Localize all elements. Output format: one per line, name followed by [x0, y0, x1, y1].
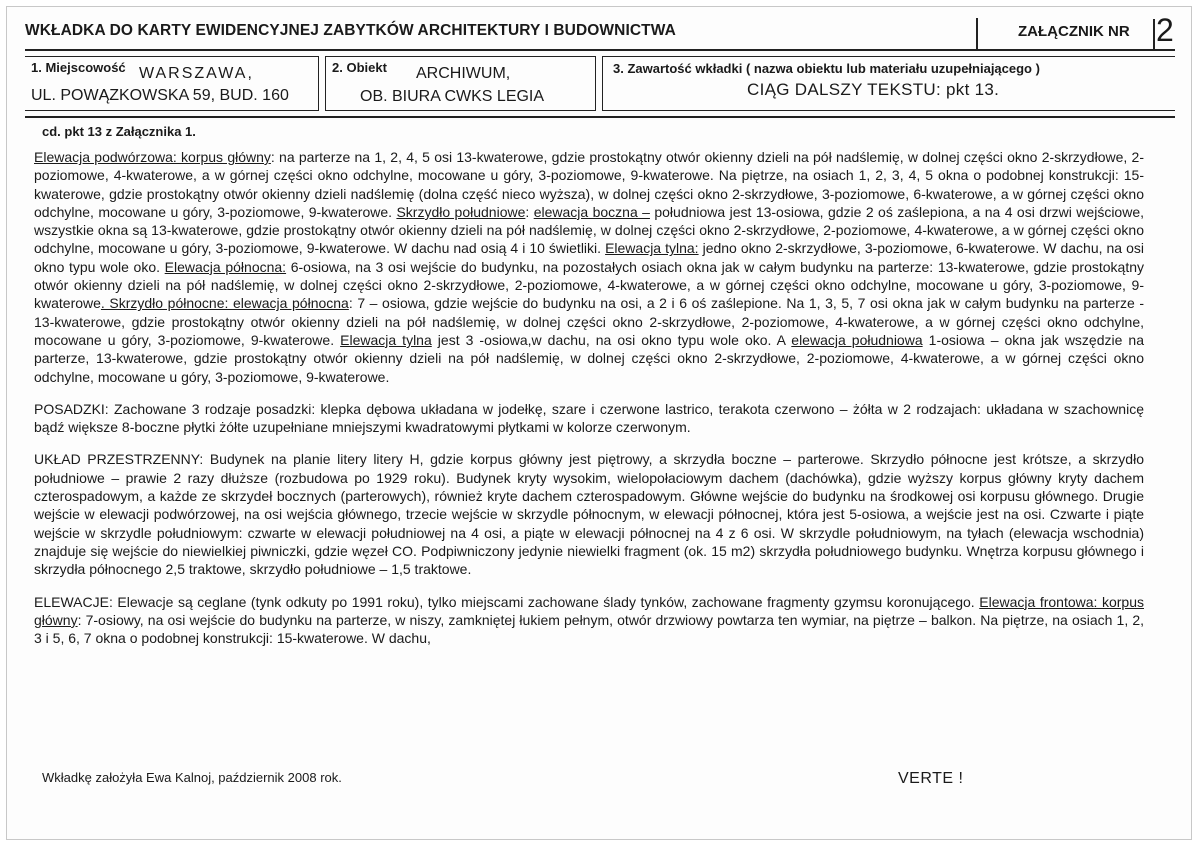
paragraph-text: jedno okno 2-skrzydłowe, 3-poziomowe, 6-kwaterowe. W dachu, na osi okno typu wole oko. [34, 240, 1144, 275]
annex-number: 2 [1156, 12, 1174, 48]
paragraph-text: 1-osiowa – okna jak wszędzie na parterze, 13-kwaterowe, gdzie prostokątny otwór okienny dzieli na pół nadślemię, w dolnej części okno 2-skrzydłowe, 2-poziomowe, 4-kwaterowe, a w górnej części okno odchylne, mocowane u góry, 3-poziomowe, 9-kwaterowe. [34, 331, 1145, 385]
paragraph-text: ELEWACJE: Elewacje są ceglane (tynk odkuty po 1991 roku), tylko miejscami zachowane ślady tynków, zachowane fragmenty gzymsu koronującego. [34, 593, 980, 610]
underlined-heading: Elewacja północna: [164, 258, 287, 275]
content-value: CIĄG DALSZY TEKSTU: pkt 13. [747, 80, 1000, 99]
underlined-heading: Elewacja tylna [340, 331, 432, 348]
header-divider [1153, 19, 1155, 49]
underlined-heading: Elewacja frontowa: korpus główny [34, 593, 1144, 628]
body-text [34, 148, 1144, 661]
paragraph-text: jest 3 -osiowa,w dachu, na osi okno typu wole oko. A [431, 331, 792, 348]
object-label: 2. Obiekt [332, 60, 387, 75]
location-city: WARSZAWA, [139, 65, 254, 82]
object-detail: OB. BIURA CWKS LEGIA [360, 88, 545, 105]
paragraph-text: : 7 – osiowa, gdzie wejście do budynku na osi, a 2 i 6 oś zaślepione. Na 1, 3, 5, 7 osi okna jak w całym budynku na parterze - 13-kwaterowe, gdzie prostokątny otwór okienny dzieli na pół nadślemię, w dolnej części okno 2-skrzydłowe, 2-poziomowe, 4-kwaterowe, a w górnej części okno odchylne, mocowane u góry, 3-poziomowe, 9-kwaterowe. [34, 295, 1144, 348]
location-box [25, 56, 319, 111]
underlined-heading: Skrzydło południowe [396, 203, 526, 220]
object-box [325, 56, 596, 111]
content-label: 3. Zawartość wkładki ( nazwa obiektu lub materiału uzupełniającego ) [613, 61, 1040, 76]
location-label: 1. Miejscowość [31, 60, 126, 75]
underlined-heading: . Skrzydło północne: elewacja północna [100, 295, 349, 312]
header [25, 12, 1175, 51]
annex-label: ZAŁĄCZNIK NR [1018, 23, 1130, 40]
section-intro: cd. pkt 13 z Załącznika 1. [42, 124, 196, 139]
header-fields [25, 56, 1175, 112]
underlined-heading: elewacja boczna – [533, 203, 650, 220]
header-title: WKŁADKA DO KARTY EWIDENCYJNEJ ZABYTKÓW ARCHITEKTURY I BUDOWNICTWA [25, 22, 676, 39]
underlined-heading: Elewacja tylna: [605, 240, 699, 257]
header-divider [976, 18, 978, 50]
paragraph-text: południowa jest 13-osiowa, gdzie 2 oś zaślepiona, a na 4 osi drzwi wejściowe, wszystkie okna są 13-kwaterowe, gdzie prostokątny otwór okienny dzieli na pół nadślemię, w dolnej części okno 2-skrzydłowe, 2-poziomowe, 4-kwaterowe, a w górnej części okno odchylne, mocowane u góry, 3-poziomowe, 9-kwaterowe. W dachu nad osią 4 i 10 świetliki. [34, 203, 1144, 257]
paragraph-text: : [525, 203, 534, 220]
paragraph-elevations-continued [34, 148, 1144, 386]
content-box [602, 56, 1175, 111]
paragraph-elevations [34, 593, 1144, 648]
author-note: Wkładkę założyła Ewa Kalnoj, październik 2008 rok. [42, 770, 342, 785]
object-name: ARCHIWUM, [416, 65, 511, 82]
section-rule [25, 116, 1175, 118]
paragraph-text: : na parterze na 1, 2, 4, 5 osi 13-kwaterowe, gdzie prostokątny otwór okienny dzieli na pół nadślemię, w dolnej części okno 2-skrzydłowe, 2-poziomowe, 4-kwaterowe, a w górnej części okno odchylne, mocowane u góry, 3-poziomowe, 9-kwaterowe. Na piętrze, na osiach 1, 2, 3, 4, 5 okna o podobnej konstrukcji: 15-kwaterowe, gdzie prostokątny otwór okienny dzieli nadślemię (dolna część nieco wyższa), w dolnej części okno 2-skrzydłowe, 3-poziomowe, 6-kwaterowe, a w górnej części okno odchylne, mocowane u góry, 3-poziomowe, 9-kwaterowe. [34, 149, 1144, 220]
underlined-heading: elewacja południowa [791, 331, 923, 348]
verte-note: VERTE ! [898, 770, 964, 787]
paragraph-floors: POSADZKI: Zachowane 3 rodzaje posadzki: klepka dębowa układana w jodełkę, szare i czerwone lastrico, terakota czerwono – żółta w 2 rodzajach: układana w szachownicę bądź większe 8-boczne płytki żółte uzupełniane mniejszymi kwadratowymi płytkami w kolorze czerwonym. [34, 400, 1144, 436]
paragraph-text: : 7-osiowy, na osi wejście do budynku na parterze, w niszy, zamkniętej łukiem pełnym, otwór drzwiowy powtarza ten wymiar, na piętrze – balkon. Na piętrze, na osiach 1, 2, 3 i 5, 6, 7 okna o podobnej konstrukcji: 15-kwaterowe. W dachu, [34, 611, 1144, 647]
underlined-heading: Elewacja podwórzowa: korpus główny [34, 149, 271, 165]
paragraph-text: 6-osiowa, na 3 osi wejście do budynku, na pozostałych osiach okna jak w całym budynku na parterze: 13-kwaterowe, gdzie prostokątny otwór okienny dzieli na pół nadślemię, w dolnej części okno 2-skrzydłowe, 2-poziomowe, 4-kwaterowe, a w górnej części okno odchylne, mocowane u góry, 3-poziomowe, 9-kwaterowe [34, 258, 1145, 312]
paragraph-spatial-layout: UKŁAD PRZESTRZENNY: Budynek na planie litery litery H, gdzie korpus główny jest piętrowy, a skrzydła boczne – parterowe. Skrzydło północne jest krótsze, a skrzydło południowe – prawie 2 razy dłuższe (rozbudowa po 1929 roku). Budynek kryty wysokim, wielopołaciowym dachem (dachówka), gdzie wyższy korpus główny kryty dachem czterospadowym, a każde ze skrzydeł bocznych (parterowych), również kryte dachem czterospadowym. Główne wejście do budynku na środkowej osi korpusu głównego. Drugie wejście w elewacji podwórzowej, na osi wejścia głównego, trzecie wejście w skrzydle północnym, w elewacji północnej, która jest 5-osiowa, a wejście jest na osi. Czwarte i piąte wejście w skrzydle południowym: czwarte w elewacji południowej na 4 osi, a piąte w elewacji północnej na 4 z 6 osi. W skrzydle południowym, na tyłach (elewacja wschodnia) znajduje się wejście do niewielkiej piwniczki, gdzie węzeł CO. Podpiwniczony jedynie niewielki fragment (ok. 15 m2) skrzydła południowego budynku. Wnętrza korpusu głównego i skrzydła północnego 2,5 traktowe, skrzydło południowe – 1,5 traktowe. [34, 451, 1144, 578]
location-street: UL. POWĄZKOWSKA 59, BUD. 160 [31, 87, 289, 104]
